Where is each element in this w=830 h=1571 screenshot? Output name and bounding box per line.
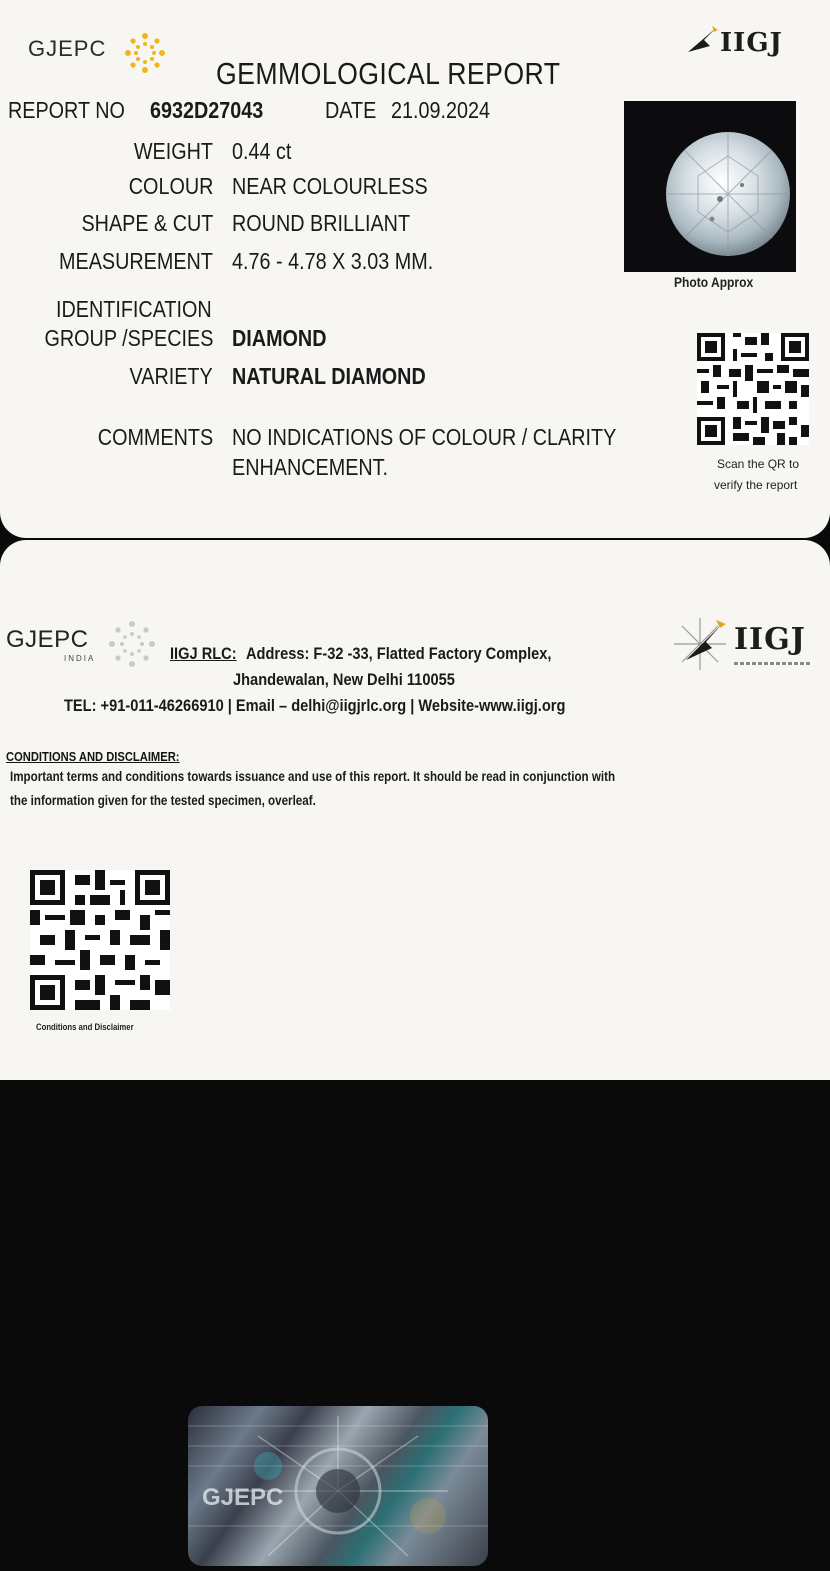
shape-value: ROUND BRILLIANT [232, 210, 411, 236]
security-hologram [188, 1406, 488, 1566]
colour-label: COLOUR [128, 173, 213, 199]
report-title: GEMMOLOGICAL REPORT [216, 56, 561, 91]
arrow-logo-icon [686, 24, 720, 56]
verify-qr-code[interactable] [697, 333, 809, 445]
variety-value: NATURAL DIAMOND [232, 363, 426, 389]
address-line1: Address: F-32 -33, Flatted Factory Complex, [246, 644, 552, 663]
comments-line2: ENHANCEMENT. [232, 454, 389, 480]
iigj-logo-back-text: IIGJ [734, 622, 806, 657]
comments-label: COMMENTS [97, 424, 213, 450]
variety-label: VARIETY [129, 363, 213, 389]
sunburst-icon [670, 616, 730, 672]
shape-label: SHAPE & CUT [81, 210, 213, 236]
iigj-logo-underline [734, 662, 812, 665]
sunburst-icon [122, 30, 168, 76]
disclaimer-heading: CONDITIONS AND DISCLAIMER: [6, 749, 180, 764]
measurement-label: MEASUREMENT [59, 248, 213, 274]
iigj-logo-back [670, 610, 820, 674]
date-label: DATE [325, 97, 377, 123]
report-front-card [0, 0, 830, 538]
address-line2: Jhandewalan, New Delhi 110055 [233, 670, 455, 689]
qr-caption-line2: verify the report [714, 478, 798, 492]
diamond-photo [624, 101, 796, 272]
contact-line: TEL: +91-011-46266910 | Email – delhi@iigjrlc.org | Website-www.iigj.org [64, 696, 566, 715]
qr-caption-line1: Scan the QR to [717, 457, 800, 471]
disclaimer-line2: the information given for the tested specimen, overleaf. [10, 793, 316, 808]
date-value: 21.09.2024 [391, 97, 491, 123]
gjepc-logo-back-text: GJEPC [6, 626, 89, 653]
photo-caption: Photo Approx [674, 274, 754, 290]
report-no-value: 6932D27043 [150, 97, 264, 123]
disclaimer-line1: Important terms and conditions towards issuance and use of this report. It should be read in conjunction with [10, 769, 616, 784]
diamond-image [624, 101, 796, 272]
group-label: GROUP /SPECIES [44, 325, 213, 351]
gjepc-logo-back-sub: INDIA [64, 654, 96, 663]
conditions-qr-caption: Conditions and Disclaimer [36, 1022, 134, 1032]
group-value: DIAMOND [232, 325, 327, 351]
address-label: IIGJ RLC: [170, 644, 237, 663]
comments-line1: NO INDICATIONS OF COLOUR / CLARITY [232, 424, 617, 450]
report-no-label: REPORT NO [8, 97, 125, 123]
weight-value: 0.44 ct [232, 138, 292, 164]
gjepc-logo-back [6, 616, 166, 672]
qr-code-icon [30, 870, 170, 1010]
colour-value: NEAR COLOURLESS [232, 173, 428, 199]
measurement-value: 4.76 - 4.78 X 3.03 MM. [232, 248, 434, 274]
gjepc-logo-text: GJEPC [28, 36, 107, 61]
qr-code-icon [697, 333, 809, 445]
iigj-logo-text: IIGJ [720, 28, 783, 58]
hologram-gjepc-text: GJEPC [202, 1484, 284, 1511]
report-back-card [0, 540, 830, 1511]
identification-label: IDENTIFICATION [56, 296, 212, 322]
gjepc-logo [28, 30, 178, 76]
weight-label: WEIGHT [133, 138, 213, 164]
sunburst-icon [106, 618, 158, 670]
iigj-logo [686, 20, 806, 64]
conditions-qr-code[interactable] [30, 870, 170, 1010]
